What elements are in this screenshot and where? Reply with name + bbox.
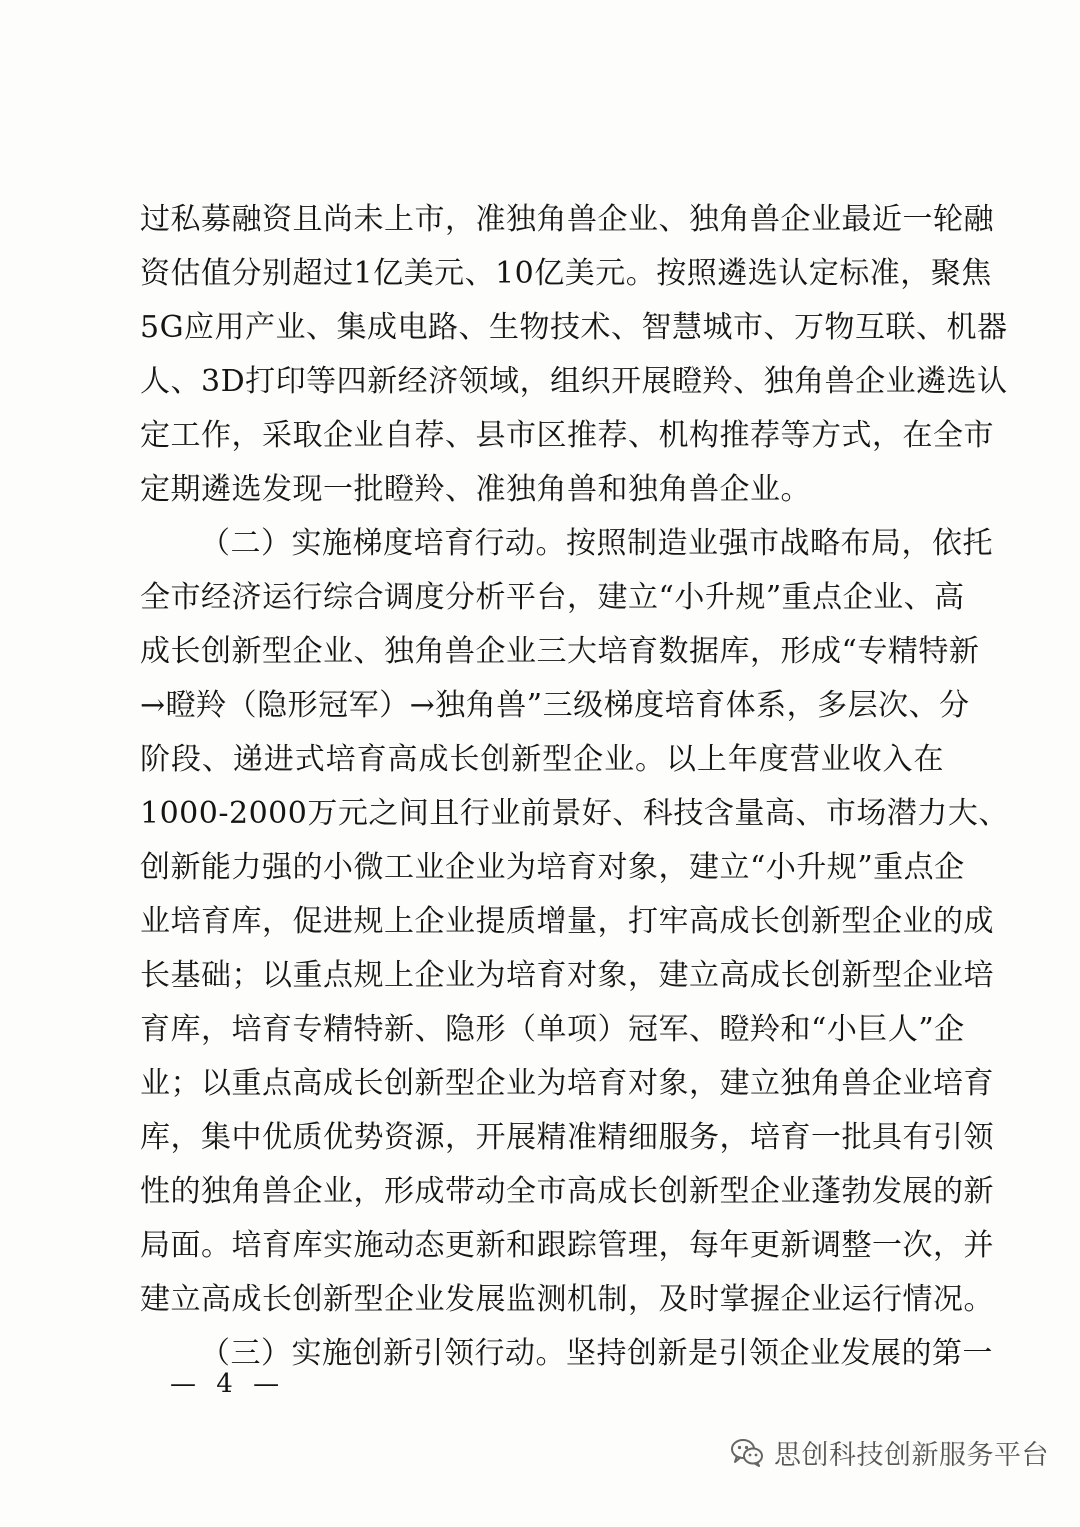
text-line: 业；以重点高成长创新型企业为培育对象，建立独角兽企业培育 bbox=[140, 1066, 994, 1101]
text-line: 成长创新型企业、独角兽企业三大培育数据库，形成“专精特新 bbox=[140, 634, 980, 669]
text-line: 长基础；以重点规上企业为培育对象，建立高成长创新型企业培 bbox=[140, 958, 994, 993]
text-line: 人、3D打印等四新经济领域，组织开展瞪羚、独角兽企业遴选认 bbox=[140, 364, 1008, 399]
watermark-text: 思创科技创新服务平台 bbox=[774, 1439, 1049, 1471]
page-number: — 4 — bbox=[170, 1369, 286, 1399]
text-line: 全市经济运行综合调度分析平台，建立“小升规”重点企业、高 bbox=[140, 580, 965, 615]
text-line: 库，集中优质优势资源，开展精准精细服务，培育一批具有引领 bbox=[140, 1120, 994, 1155]
text-line: 建立高成长创新型企业发展监测机制，及时掌握企业运行情况。 bbox=[140, 1282, 994, 1317]
text-line: 业培育库，促进规上企业提质增量，打牢高成长创新型企业的成 bbox=[140, 904, 994, 939]
text-line: 5G应用产业、集成电路、生物技术、智慧城市、万物互联、机器 bbox=[140, 310, 1008, 345]
text-line: 阶段、递进式培育高成长创新型企业。以上年度营业收入在 bbox=[140, 742, 944, 777]
text-line: 定工作，采取企业自荐、县市区推荐、机构推荐等方式，在全市 bbox=[140, 418, 994, 453]
text-line: 育库，培育专精特新、隐形（单项）冠军、瞪羚和“小巨人”企 bbox=[140, 1012, 965, 1047]
text-line: 定期遴选发现一批瞪羚、准独角兽和独角兽企业。 bbox=[140, 472, 811, 507]
section-heading-line: （三）实施创新引领行动。坚持创新是引领企业发展的第一 bbox=[200, 1336, 993, 1371]
text-line: 创新能力强的小微工业企业为培育对象，建立“小升规”重点企 bbox=[140, 850, 965, 885]
watermark bbox=[730, 1430, 1049, 1474]
text-line: 过私募融资且尚未上市，准独角兽企业、独角兽企业最近一轮融 bbox=[140, 202, 994, 237]
text-line: 1000-2000万元之间且行业前景好、科技含量高、市场潜力大、 bbox=[140, 796, 1009, 831]
text-line: 性的独角兽企业，形成带动全市高成长创新型企业蓬勃发展的新 bbox=[140, 1174, 994, 1209]
wechat-icon bbox=[730, 1437, 764, 1467]
text-line: 资估值分别超过1亿美元、10亿美元。按照遴选认定标准，聚焦 bbox=[140, 256, 992, 291]
section-heading-line: （二）实施梯度培育行动。按照制造业强市战略布局，依托 bbox=[200, 526, 993, 561]
text-line: 局面。培育库实施动态更新和跟踪管理，每年更新调整一次，并 bbox=[140, 1228, 994, 1263]
body-text bbox=[140, 193, 1009, 1381]
text-line: →瞪羚（隐形冠军）→独角兽”三级梯度培育体系，多层次、分 bbox=[140, 688, 970, 723]
